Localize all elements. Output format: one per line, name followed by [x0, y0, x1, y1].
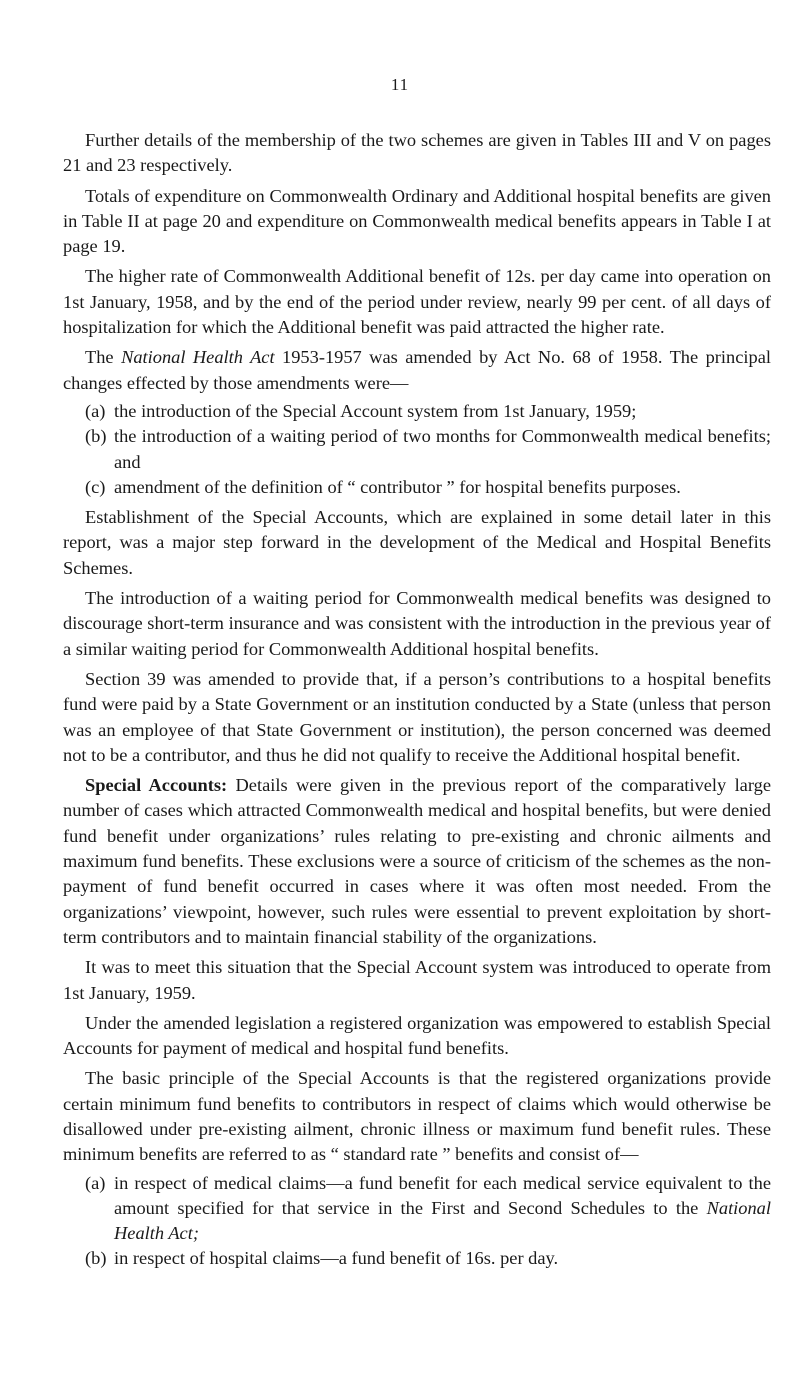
paragraph-membership: Further details of the membership of the two schemes are given in Tables III and V on pages 21 and 23 respectively. — [63, 130, 771, 176]
act-title: National Health Act; — [114, 1197, 771, 1244]
list-item — [63, 399, 771, 424]
paragraph-waiting-period: The introduction of a waiting period for Commonwealth medical benefits was designed to discourage short-term insurance and was consistent with the introduction in the previous year of a similar waiting period for Commonwealth Additional hospital benefits. — [63, 588, 771, 659]
standard-rate-list — [63, 1171, 771, 1272]
list-marker: (a) — [85, 1172, 106, 1193]
list-marker: (b) — [85, 426, 107, 447]
list-item-text: in respect of hospital claims—a fund benefit of 16s. per day. — [114, 1248, 559, 1269]
section-heading: Special Accounts: — [85, 775, 228, 796]
list-marker: (a) — [85, 400, 106, 421]
paragraph-situation: It was to meet this situation that the Special Account system was introduced to operate from 1st January, 1959. — [63, 957, 771, 1003]
list-item-text: the introduction of a waiting period of two months for Commonwealth medical benefits; and — [114, 426, 771, 472]
paragraph-section-39: Section 39 was amended to provide that, if a person’s contributions to a hospital benefits fund were paid by a State Government or an institution conducted by a State (unless that person was an employee of that State Government or institution), the person concerned was deemed not to be a contributor, and thus he did not qualify to receive the Additional hospital benefit. — [63, 668, 771, 765]
list-item-text: the introduction of the Special Account system from 1st January, 1959; — [114, 400, 637, 421]
paragraph-act-amended-end: 1953-1957 was amended by Act No. 68 of 1958. The principal changes effected by those amendments were— — [63, 347, 771, 393]
paragraph-special-accounts — [63, 773, 771, 950]
page-number: 11 — [390, 75, 410, 94]
paragraph-basic-principle: The basic principle of the Special Accounts is that the registered organizations provide certain minimum fund benefits to contributors in respect of claims which would otherwise be disallowed under pre-existing ailment, chronic illness or maximum fund benefit rules. These minimum benefits are referred to as “ standard rate ” benefits and consist of— — [63, 1068, 771, 1165]
list-item-text — [114, 1171, 771, 1247]
act-title: National Health Act — [121, 347, 275, 368]
list-item — [63, 424, 771, 475]
paragraph-act-amended — [63, 345, 771, 396]
list-item — [63, 1246, 771, 1271]
list-marker: (b) — [85, 1248, 107, 1269]
list-item — [63, 1171, 771, 1247]
list-item-text-start: in respect of medical claims—a fund benefit for each medical service equivalent to the amount specified for that service in the First and Second Schedules to the — [114, 1172, 771, 1218]
paragraph-establishment: Establishment of the Special Accounts, which are explained in some detail later in this report, was a major step forward in the development of the Medical and Hospital Benefits Schemes. — [63, 507, 771, 578]
amendments-list — [63, 399, 771, 500]
list-marker: (c) — [85, 476, 106, 497]
paragraph-expenditure: Totals of expenditure on Commonwealth Ordinary and Additional hospital benefits are given in Table II at page 20 and expenditure on Commonwealth medical benefits appears in Table I at page 19. — [63, 185, 771, 257]
paragraph-special-accounts-text: Details were given in the previous report of the comparatively large number of cases which attracted Commonwealth medical and hospital benefits, but were denied fund benefit under organizations’ rules relating to pre-existing and chronic ailments and maximum fund benefits. These exclusions were a source of criticism of the schemes as the non-payment of fund benefit occurred in cases where it was often most needed. From the organizations’ viewpoint, however, such rules were essential to prevent exploitation by short-term contributors and to maintain financial stability of the organizations. — [63, 775, 771, 947]
list-item — [63, 475, 771, 500]
paragraph-legislation: Under the amended legislation a registered organization was empowered to establish Special Accounts for payment of medical and hospital fund benefits. — [63, 1012, 771, 1059]
paragraph-higher-rate: The higher rate of Commonwealth Additional benefit of 12s. per day came into operation on 1st January, 1958, and by the end of the period under review, nearly 99 per cent. of all days of hospitalization for which the Additional benefit was paid attracted the higher rate. — [63, 266, 771, 338]
body-text — [63, 128, 771, 1277]
paragraph-act-amended-start: The — [85, 347, 122, 368]
list-item-text: amendment of the definition of “ contributor ” for hospital benefits purposes. — [114, 476, 681, 497]
